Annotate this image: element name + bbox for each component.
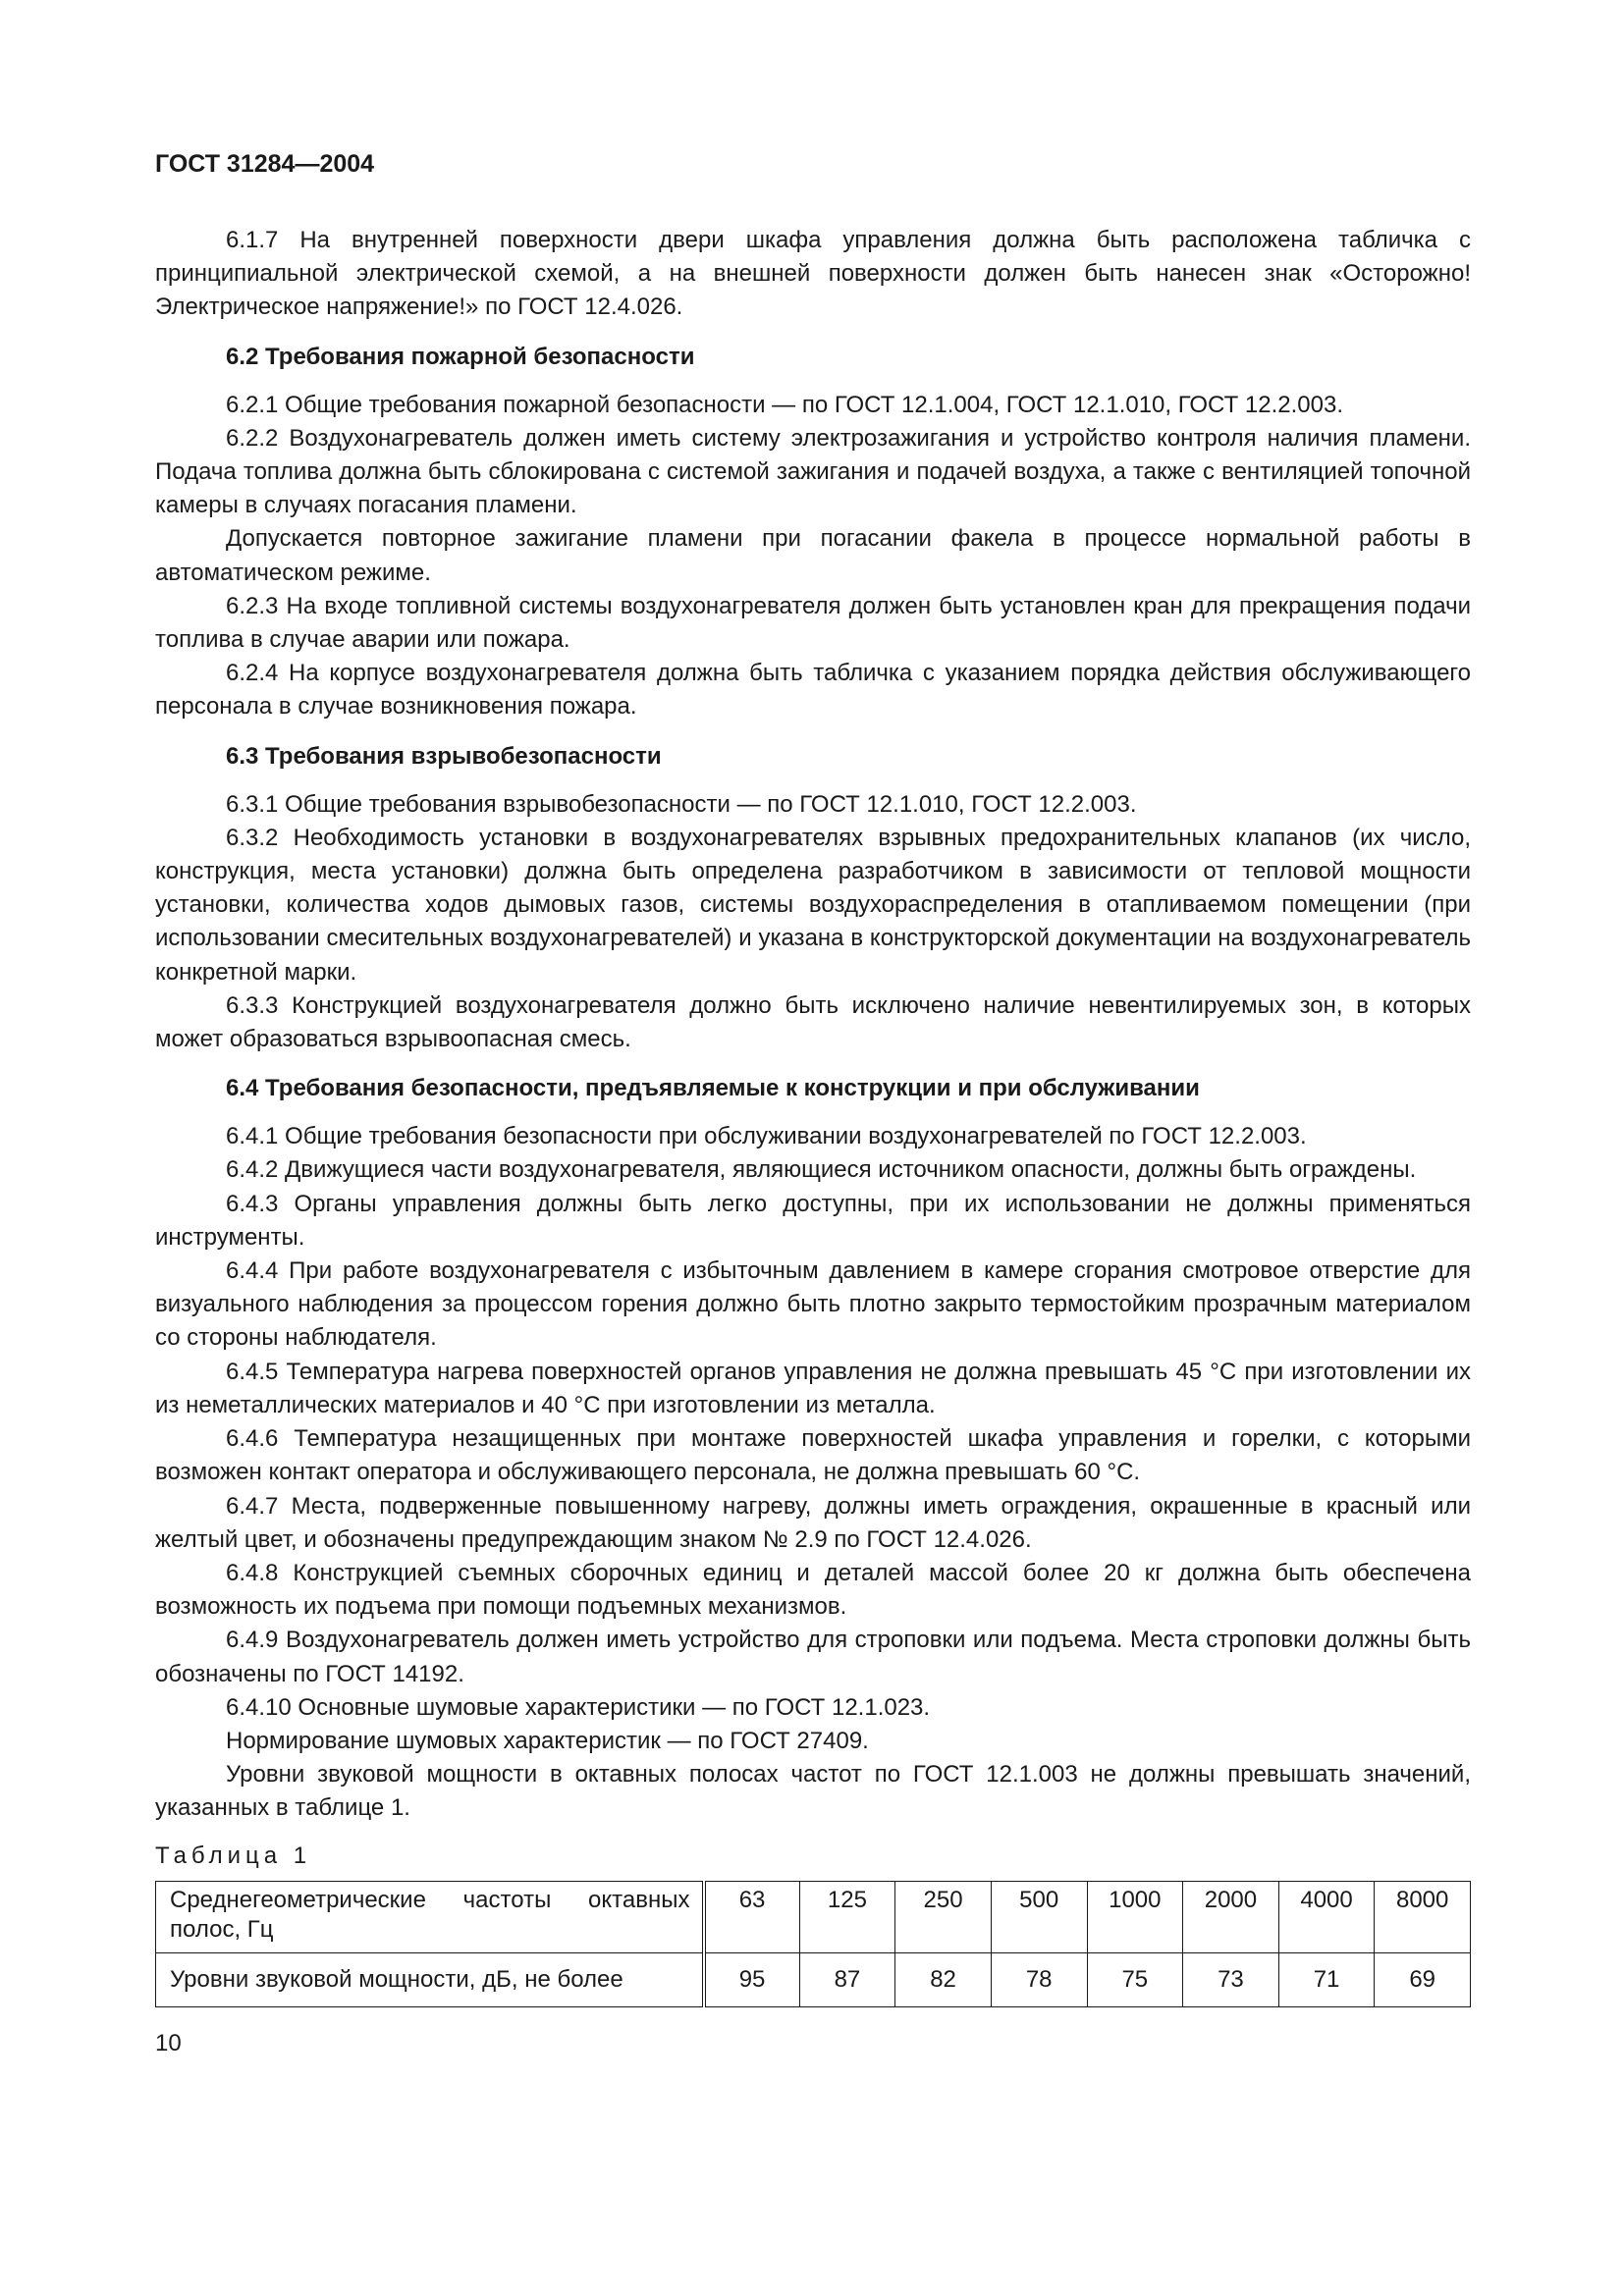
section-title: 6.2 Требования пожарной безопасности: [226, 343, 695, 370]
page-number: 10: [155, 2029, 182, 2056]
table-cell: 78: [991, 1952, 1087, 2006]
table-cell: 2000: [1183, 1881, 1279, 1952]
table-cell: 71: [1278, 1952, 1375, 2006]
paragraph: 6.4.1 Общие требования безопасности при обслуживании воздухонагревателей по ГОСТ 12.2.003.: [226, 1123, 1307, 1150]
table-cell: 87: [799, 1952, 895, 2006]
paragraph: 6.4.9 Воздухонагреватель должен иметь устройство для строповки или подъема. Места строповки должны быть обозначены по ГОСТ 14192.: [155, 1627, 1471, 1687]
paragraph: 6.1.7 На внутренней поверхности двери шкафа управления должна быть расположена табличка с принципиальной электрической схемой, а на внешней поверхности должен быть нанесен знак «Осторожно! Электрическое напряжение!» по ГОСТ 12.4.026.: [155, 227, 1471, 321]
section-title: 6.3 Требования взрывобезопасности: [226, 742, 662, 770]
table-row: [156, 1952, 1471, 2006]
paragraph: 6.4.4 При работе воздухонагревателя с избыточным давлением в камере сгорания смотровое отверстие для визуального наблюдения за процессом горения должно быть плотно закрыто термостойким прозрачным материалом со стороны наблюдателя.: [155, 1257, 1471, 1352]
document-header: ГОСТ 31284—2004: [155, 150, 375, 178]
table-cell: 73: [1183, 1952, 1279, 2006]
table-cell: 95: [704, 1952, 800, 2006]
table-row: [156, 1881, 1471, 1952]
table-cell: 8000: [1375, 1881, 1471, 1952]
table-cell: 1000: [1087, 1881, 1183, 1952]
table-cell: 69: [1375, 1952, 1471, 2006]
paragraph: 6.4.8 Конструкцией съемных сборочных единиц и деталей массой более 20 кг должна быть обеспечена возможность их подъема при помощи подъемных механизмов.: [155, 1559, 1471, 1621]
paragraph: 6.3.3 Конструкцией воздухонагревателя должно быть исключено наличие невентилируемых зон, в которых может образоваться взрывоопасная смесь.: [155, 991, 1471, 1053]
paragraph: 6.3.2 Необходимость установки в воздухонагревателях взрывных предохранительных клапанов (их число, конструкция, места установки) должна быть определена разработчиком в зависимости от тепловой мощности установки, количества ходов дымовых газов, системы воздухораспределения в отапливаемом помещении (при использовании смесительных воздухонагревателей) и указана в конструкторской документации на воздухонагреватель конкретной марки.: [155, 824, 1471, 986]
paragraph: 6.4.3 Органы управления должны быть легко доступны, при их использовании не должны применяться инструменты.: [155, 1190, 1471, 1251]
paragraph: 6.3.1 Общие требования взрывобезопасности — по ГОСТ 12.1.010, ГОСТ 12.2.003.: [226, 790, 1137, 818]
paragraph: Уровни звуковой мощности в октавных полосах частот по ГОСТ 12.1.003 не должны превышать значений, указанных в таблице 1.: [155, 1761, 1471, 1822]
paragraph: 6.2.4 На корпусе воздухонагревателя должна быть табличка с указанием порядка действия обслуживающего персонала в случае возникновения пожара.: [155, 660, 1471, 721]
table-cell: 75: [1087, 1952, 1183, 2006]
paragraph: 6.4.7 Места, подверженные повышенному нагреву, должны иметь ограждения, окрашенные в красный или желтый цвет, и обозначены предупреждающим знаком № 2.9 по ГОСТ 12.4.026.: [155, 1492, 1471, 1553]
row-label: Среднегеометрические частоты октавных полос, Гц: [156, 1881, 704, 1952]
table-caption: Таблица 1: [155, 1842, 312, 1869]
paragraph: 6.2.2 Воздухонагреватель должен иметь систему электрозажигания и устройство контроля наличия пламени. Подача топлива должна быть сблокирована с системой зажигания и подачей воздуха, а также с вентиляцией топочной камеры в случаях погасания пламени.: [155, 424, 1471, 519]
noise-level-table: [155, 1881, 1471, 2007]
row-label: Уровни звуковой мощности, дБ, не более: [156, 1952, 704, 2006]
table-cell: 500: [991, 1881, 1087, 1952]
table-cell: 250: [895, 1881, 992, 1952]
paragraph: 6.4.5 Температура нагрева поверхностей органов управления не должна превышать 45 °С при изготовлении их из неметаллических материалов и 40 °С при изготовлении из металла.: [155, 1358, 1471, 1418]
document-page: [155, 147, 1471, 2060]
paragraph: Допускается повторное зажигание пламени при погасании факела в процессе нормальной работы в автоматическом режиме.: [155, 525, 1471, 586]
table-cell: 82: [895, 1952, 992, 2006]
table-cell: 125: [799, 1881, 895, 1952]
section-title: 6.4 Требования безопасности, предъявляемые к конструкции и при обслуживании: [226, 1075, 1200, 1102]
paragraph: 6.4.10 Основные шумовые характеристики — по ГОСТ 12.1.023.: [226, 1693, 931, 1721]
paragraph: 6.4.6 Температура незащищенных при монтаже поверхностей шкафа управления и горелки, с которыми возможен контакт оператора и обслуживающего персонала, не должна превышать 60 °С.: [155, 1425, 1471, 1486]
paragraph: 6.2.3 На входе топливной системы воздухонагревателя должен быть установлен кран для прекращения подачи топлива в случае аварии или пожара.: [155, 592, 1471, 654]
table-cell: 63: [704, 1881, 800, 1952]
paragraph: Нормирование шумовых характеристик — по ГОСТ 27409.: [226, 1727, 869, 1754]
table-cell: 4000: [1278, 1881, 1375, 1952]
paragraph: 6.2.1 Общие требования пожарной безопасности — по ГОСТ 12.1.004, ГОСТ 12.1.010, ГОСТ 12.2.003.: [226, 391, 1344, 418]
paragraph: 6.4.2 Движущиеся части воздухонагревателя, являющиеся источником опасности, должны быть ограждены.: [226, 1156, 1417, 1184]
